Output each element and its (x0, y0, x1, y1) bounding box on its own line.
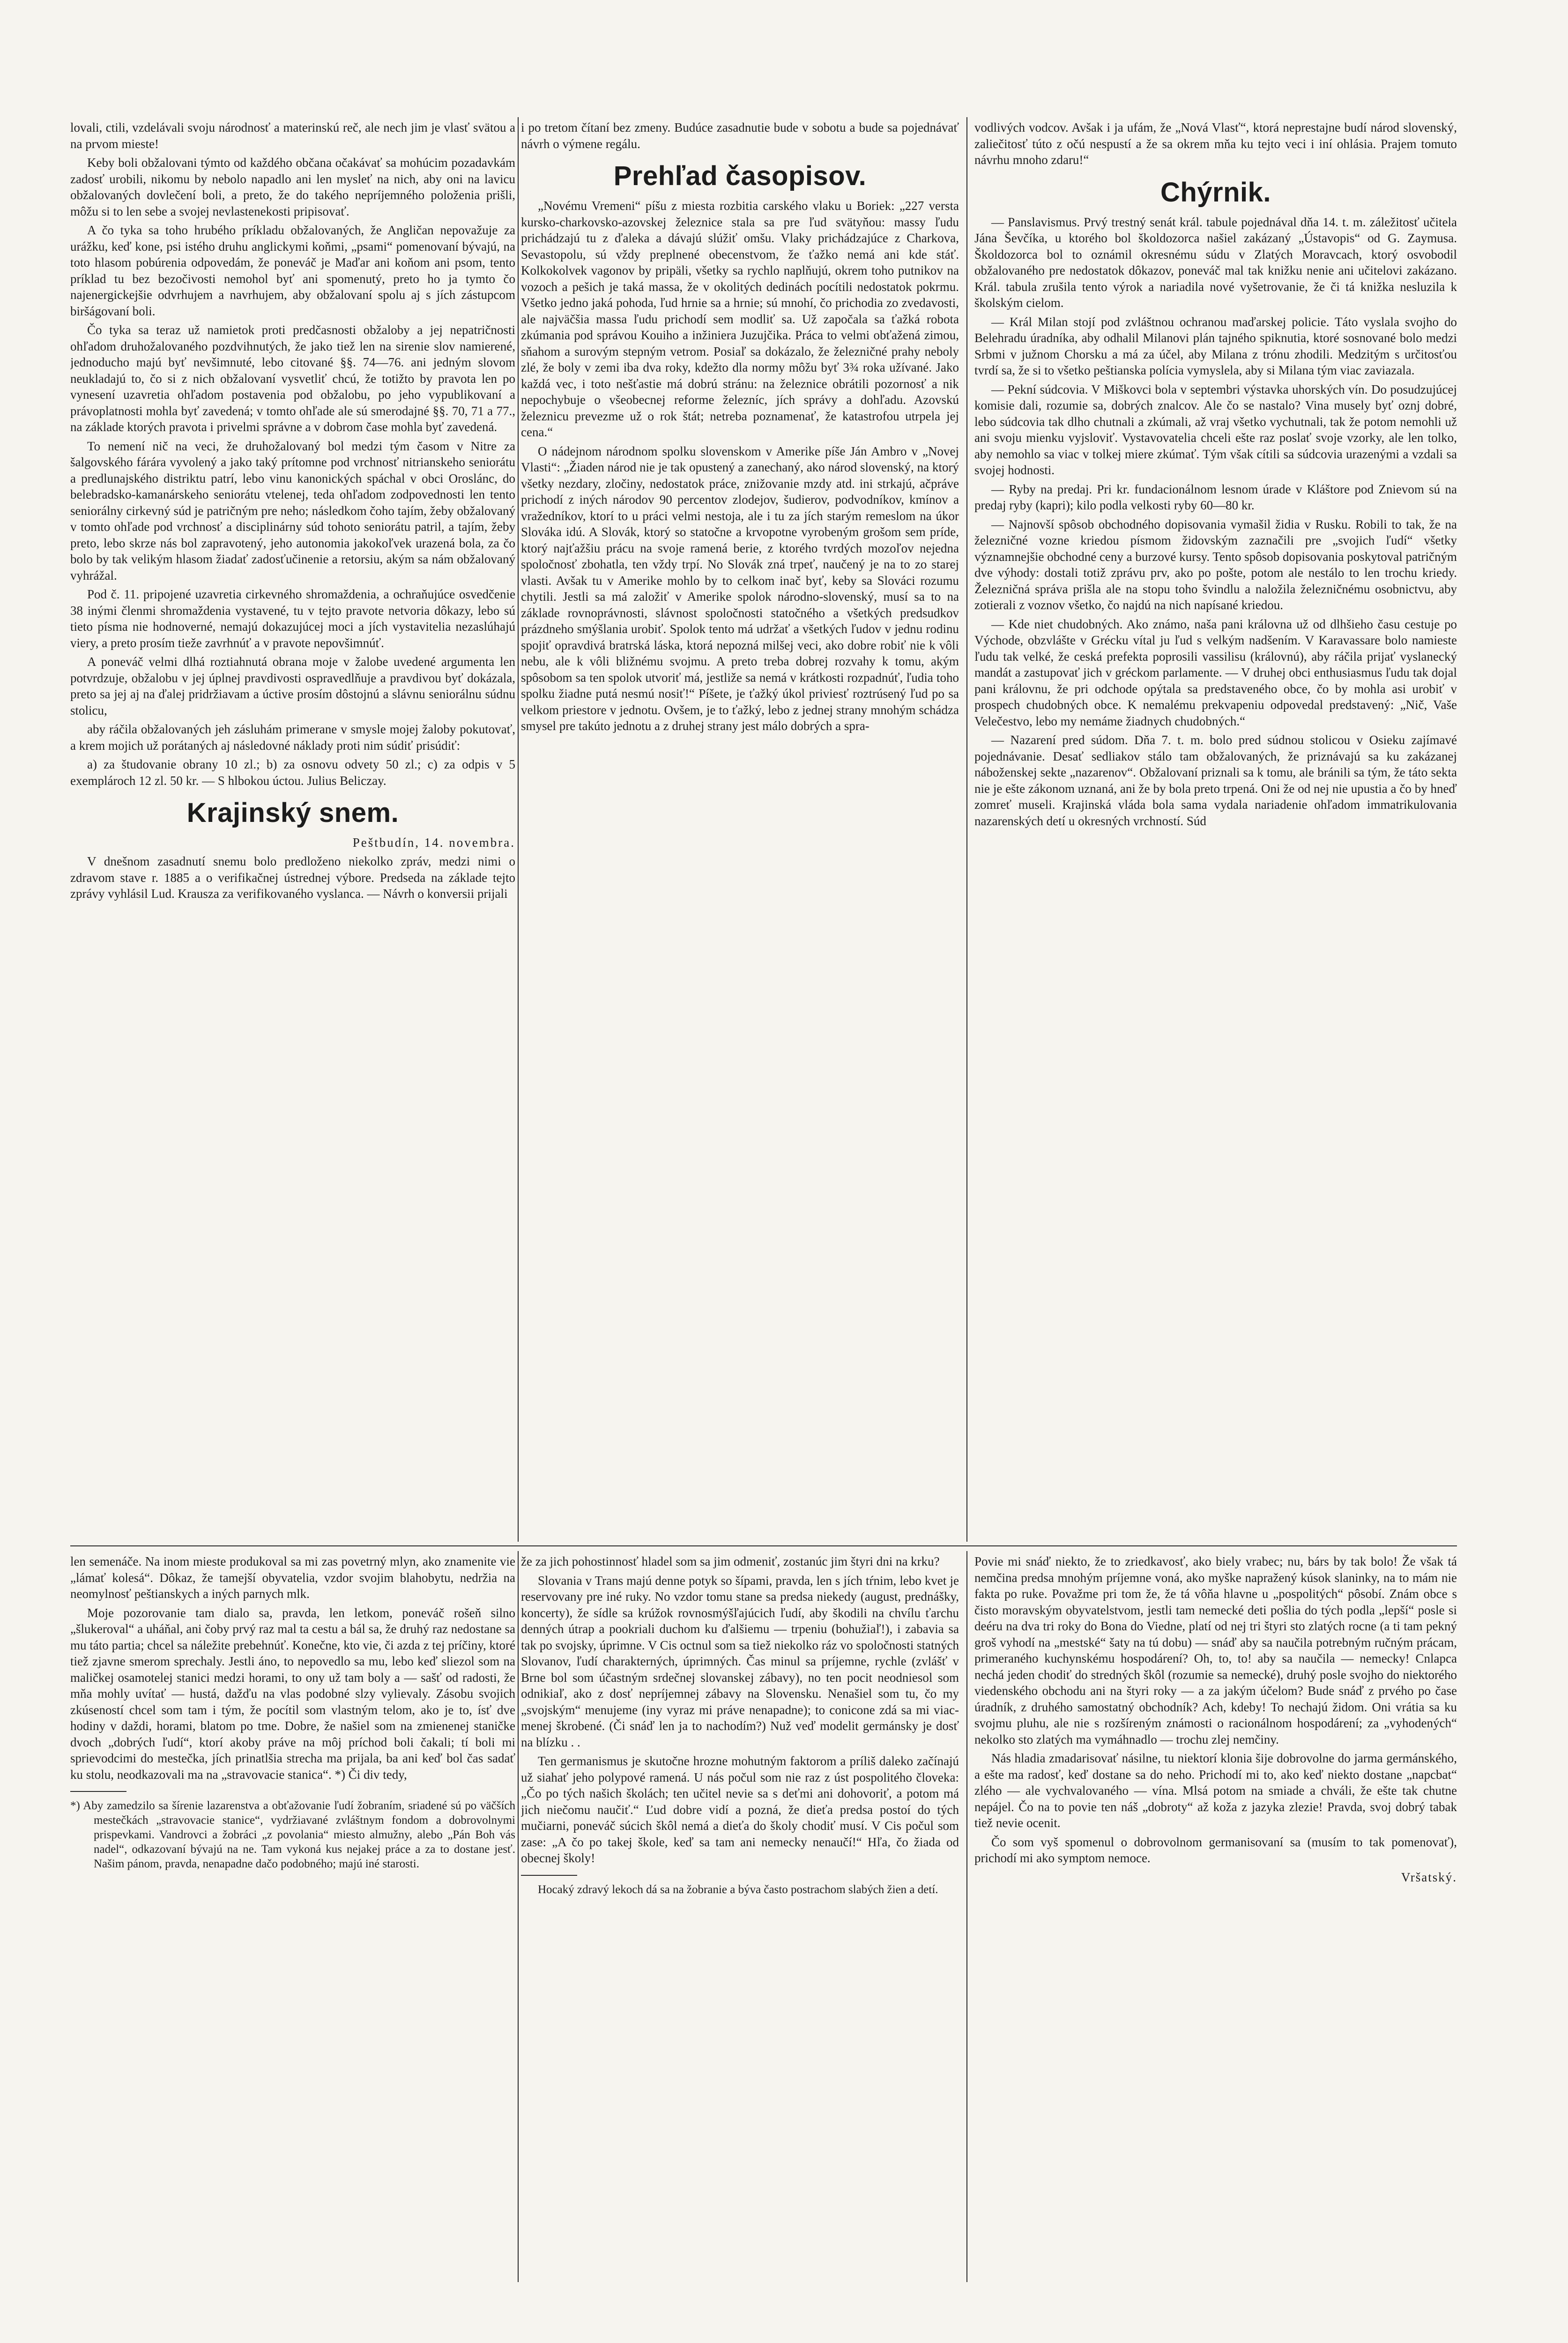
paragraph: Slovania v Trans majú denne potyk so šípami, pravda, len s jích tŕnim, lebo kvet je reservovany pre iné ruky. No vzdor tomu stane sa predsa niekedy (august, prednášky, koncerty), že sídle sa krúžok rovnosmýšľajúcich ľudí, aby škodili na chvílu ťarchu denných útrap a pookriali duchom ku ďalšiemu — trpeniu (bohužiaľ!), i zabavia sa tak po svojsky, úprimne. V Cis octnul som sa tiež niekolko ráz vo spoločnosti statných Slovanov, ľudí charakterných, úprimných. Čas minul sa príjemne, rychle (zvlášť v Brne bol som účastným srdečnej slovanskej zábavy), no ten pocit neodniesol som odnikiaľ, ako z dosť nepríjemnej zábavy na Slovensku. Nenašiel som tu, čo my „svojským“ menujeme (iny vyraz mi práve nenapadne); to conicone zdá sa mi viac-menej škrobené. (Či snáď len ja to nachodím?) Nuž veď modelit germánsky je dosť na blízku . . (521, 1573, 959, 1749)
section-heading-krajinsky-snem: Krajinský snem. (186, 798, 399, 828)
news-item: — Král Milan stojí pod zvláštnou ochranou maďarskej policie. Táto vyslala svojho do Belehradu úradníka, aby odhalil Milanovi plán tajného spiknutia, ktoré sosnované bolo medzi Srbmi v južnom Chorsku a má za účel, aby Milana z trónu zhodili. Medzitým s určitosťou tvrdí sa, že si to všetko peštianska polícia vymyslela, aby si Milana tým viac zaviazala. (974, 314, 1457, 377)
news-item: — Panslavismus. Prvý trestný senát král. tabule pojednával dňa 14. t. m. záležitosť učitela Jána Ševčíka, u ktorého bol školdozorca našiel zakázaný „Ústavopis“ od G. Zaymusa. Školdozorca bol to oznámil okresnému súdu v Zlatých Moravcach, ktorý osvobodil obžalovaného pre nedostatok dôkazov, poneváč mal tak knižku nenie ani učitelovi zakázano. Král. tabula zrušila tento výrok a nariadila nové vyšetrovanie, že či tá knižka nesluzila k školským cielom. (974, 215, 1457, 310)
section-heading-prehlad-casopisov: Prehľad časopisov. (613, 161, 867, 191)
paragraph: a) za študovanie obrany 10 zl.; b) za osnovu odvety 50 zl.; c) za odpis v 5 exemplároch 12 zl. 50 kr. — S hlbokou úctou. Julius Beliczay. (70, 757, 515, 788)
column-right-bottom (974, 1553, 1457, 1886)
column-left-bottom (70, 1553, 515, 1871)
column-middle-top (521, 119, 959, 737)
paragraph: Ten germanismus je skutočne hrozne mohutným faktorom a príliš daleko začínajú už siahať jeho polypové ramená. U nás počul som nie raz z úst pospolitého človeka: „Čo po tých našich školách; ten učitel nevie sa s deťmi ani dohovoriť, a potom má jich niečomu naučiť.“ Ľud dobre vidí a pozná, že dieťa predsa postoí do tých mučiarni, poneváč súcich škôl nemá a dieťa do školy chodiť musí. V Cis počul som zase: „A čo po takej škole, keď sa tam ani nemecky nenaučí!“ Hľa, čo žiada od obecnej školy! (521, 1754, 959, 1865)
paragraph: V dnešnom zasadnutí snemu bolo predloženo niekolko zpráv, medzi nimi o zdravom stave r. 1885 a o verifikačnej ústrednej výbore. Predseda na základe tejto zprávy vyhlásil Lud. Krausza za verifikovaného vyslanca. — Návrh o konversii prijali (70, 854, 515, 901)
footnote-rule (521, 1875, 577, 1876)
paragraph: Moje pozorovanie tam dialo sa, pravda, len letkom, poneváč rošeň silno „šlukeroval“ a uháňal, ani čoby prvý raz mal ta cestu a bál sa, že druhý raz nedostane sa mu táto partia; chcel sa náležite prebehnúť. Konečne, kto vie, či azda z tej príčiny, ktoré tiež zjavne smerom sprechaly. Jestli áno, to nepovedlo sa mu, lebo keď sliezol som na maličkej osamotelej stanici medzi horami, to ony už tam boly a — sašť od radosti, že mňa mohly uvítať — hustá, dažďu na vlas podobné slzy vylievaly. Zásobu svojich zkúseností chcel som tam i tým, že pocítil som vlastným telom, ako je to, ísť dve hodiny v daždi, horami, blatom po tme. Dobre, že našiel som na zmienenej staničke dvoch „dobrých ľudí“, ktorí akoby práve na môj príchod boli čakali; tí boli mi sprievodcimi do mestečka, jích prinatlšia strecha ma prijala, ba ani keď bol čas sadať ku stolu, neodkazovali ma na „stravovacie stanica“. *) Či div tedy, (70, 1605, 515, 1782)
footnote: Hocaký zdravý lekoch dá sa na žobranie a býva často postrachom slabých žien a detí. (538, 1883, 938, 1896)
column-left-top (70, 119, 515, 905)
column-middle-bottom (521, 1553, 959, 1897)
paragraph: Keby boli obžalovani týmto od každého občana očakávať sa mohúcim pozadavkám zadosť urobili, nikomu by nebolo napadlo ani len mysleť na nich, aby oni na lavicu obžalovaných dovlečení boli, a preto, že do takého nepríjemného položenia prišli, môžu si to len sebe a svojej nevlastenekosti pripisovať. (70, 156, 515, 218)
news-item: — Kde niet chudobných. Ako známo, naša pani královna už od dlhšieho času cestuje po Východe, obzvlášte v Grécku vítal ju ľud s velkým nadšením. V Karavassare bolo namieste ľudu tak velké, že ceská prefekta poprosili vassilisu (královnú), aby ráčila prijať vyslanecký mandát a zastupovať jich v gréckom parlamente. — V druhej obci enthusiasmus ľudu tak dojal pani královnu, že pri odchode opýtala sa predstaveného obce, čo by mohla asi urobiť v prospech chudobných obce. K nemalému prekvapeniu odpovedal predstavený: „Nič, Vaše Velečestvo, lebo my nemáme žiadnych chudobných.“ (974, 617, 1457, 728)
author-signature: Vršatský. (1401, 1870, 1457, 1884)
section-heading-chyrnik: Chýrnik. (1160, 177, 1271, 208)
paragraph: Čo tyka sa teraz už namietok proti predčasnosti obžaloby a jej nepatričnosti ohľadom druhožalovaného pozdvihnutých, že jako tiež len na sirenie slov namierené, jednoducho majú byť nevšimnuté, lebo citované §§. 74—76. ani jedným slovom neukladajú to, čo si z nich obžalovaní vysvetliť chcú, že totižto by pravota len po vynesení uzavretia ohľadom postavenia pod obžalobu, po jeho vypublikovaní a právoplatnosti mohla byť zavedená; v tomto ohľade ale sú smerodajné §§. 70, 71 a 77., na základe ktorých pravota i privelmi správne a v dobrom čase mohla byť zavedená. (70, 323, 515, 434)
paragraph: „Novému Vremeni“ píšu z miesta rozbitia carského vlaku u Boriek: „227 versta kursko-charkovsko-azovskej železnice stala sa pre ľud svätyňou: massy ľudu prichádzajú tu z ďaleka a dávajú slúžiť omšu. Vlaky prichádzajúce z Charkova, Sevastopolu, sú vždy preplnené obecenstvom, že ťažko nemá ani kde stáť. Kolkokolvek vagonov by pripäli, všetky sa rychlo naplňujú, okrem toho putnikov na vozoch a pešich je taká massa, že v okolitých dedinách pocítili nedostatok pokrmu. Všetko jedno jaká pohoda, ľud hrnie sa a hrnie; sú mnohí, čo prichodia zo zvedavosti, ale najväčšia massa ľudu prichodí sem modliť sa. Už započala sa ťažká robota zkúmania pod správou Kouiho a inžiniera Juzujčika. Práca to velmi obťažená zimou, sňahom a surovým stepným vetrom. Posiaľ sa dokázalo, že železničné prahy neboly zlé, že boly v zemi iba dva roky, kdežto dla normy môžu byť 3¾ roka užívané. Jako každá vec, i toto nešťastie má dobrú stránu: na železnice obrátili pozornosť a nik nepochybuje o všeobecnej reforme železníc, jích správy a dohľadu. Azovskú železnicu prevezme už o rok štát; netreba poznamenať, že katastrofou utrpela jej cena.“ (521, 199, 959, 439)
footnote-rule (70, 1791, 126, 1792)
paragraph: To nemení nič na veci, že druhožalovaný bol medzi tým časom v Nitre za šalgovského fárára vyvolený a jako taký prítomne pod vrchnosť nitrianskeho seniorátu a predlunajského distriktu patrí, lebo vinu kanonických spáchal v obci Oroslánc, do belebradsko-kamanárskeho seniorátu vtelenej, teda ohľadom zodpovednosti len tento seniorálny cirkevný súd je patričným pre neho; následkom čoho tajím, žeby obžalovaný v tomto ohľade pod vrchnosť a disciplinárny súd tohoto seniorátu patril, a tajím, žeby preto, lebo skrze nás bol zapravotený, jeho autonomia jakokoľvek urazená bola, za čo bolo by tak velikým hlasom žiadať zadosťučinenie a retorsiu, akým sa nám obžalovaný vyhrážal. (70, 439, 515, 582)
paragraph: lovali, ctili, vzdelávali svoju národnosť a materinskú reč, ale nech jim je vlasť svätou a na prvom mieste! (70, 120, 515, 151)
feuilleton-divider (70, 1545, 1457, 1546)
paragraph: aby ráčila obžalovaných jeh zásluhám primerane v smysle mojej žaloby pokutovať, a krem mojich už porátaných aj následovné náklady proti nim súdiť prisúdiť: (70, 722, 515, 753)
paragraph: A poneváč velmi dlhá roztiahnutá obrana moje v žalobe uvedené argumenta len potvrdzuje, obžalobu v jej úplnej pravdivosti ospravedlňuje a pravdivou byť dokázala, preto sa jej aj na ďalej pridržiavam a úctive prosím dôstojnú a slávnu seniorálnu súdnu stolicu, (70, 655, 515, 717)
paragraph: i po tretom čítaní bez zmeny. Budúce zasadnutie bude v sobotu a bude sa pojednávať návrh o výmene regálu. (521, 120, 959, 151)
paragraph: len semenáče. Na inom mieste produkoval sa mi zas povetrný mlyn, ako znamenite vie „lámať kolesá“. Dôkaz, že tamejší obyvatelia, vzdor svojim blahobytu, nedržia na neomylnosť peštianskych a iných parnych mlk. (70, 1554, 515, 1601)
column-divider (966, 1551, 967, 2282)
paragraph: Pod č. 11. pripojené uzavretia cirkevného shromaždenia, a ochraňujúce osvedčenie 38 inými členmi shromaždenia vystavené, tu v tejto pravote netvoria dôkazy, lebo sú tieto písma nie hodnoverné, nemajú dokazujúcej moci a jích vystavitelia nezaslúhajú viery, a preto prosím tieže zavrhnúť a v pravote nepovšimnúť. (70, 587, 515, 650)
column-divider (518, 1551, 519, 2282)
dateline: Peštbudín, 14. novembra. (352, 836, 515, 850)
news-item: — Ryby na predaj. Pri kr. fundacionálnom lesnom úrade v Kláštore pod Znievom sú na predaj ryby (kapri); kilo podla velkosti ryby 60—80 kr. (974, 482, 1457, 512)
column-divider (518, 117, 519, 1542)
news-item: — Najnovší spôsob obchodného dopisovania vymašil židia v Rusku. Robili to tak, že na železničné vozne kriedou písmom židovským zaznačili pre „svojich ľudí“ všetky významnejšie obchodné ceny a burzové kursy. Tento spôsob dopisovania poskytoval patričným dve výhody: dostali totiž zprávu prv, ako po pošte, potom ale nestálo to len trochu kriedy. Železničná správa prišla ale na stopu toho švindlu a naložila železničnému osobnictvu, aby zotierali z voznov všetko, čo najdú na nich napísané kriedou. (974, 517, 1457, 612)
paragraph: A čo tyka sa toho hrubého príkladu obžalovaných, že Angličan nepovažuje za urážku, keď kone, psi istého druhu anglickymi koňmi, „psami“ pomenovaní bývajú, na toto hlasom pobúrenia odpovedám, že poneváč je Maďar ani koňom ani psom, tento príklad tu bez bezočivosti nemohol byť ani spomenutý, preto ho ja tymto čo najenergickejšie odvrhujem a navrhujem, aby obžalovaní spolu aj s jích zástupcom biršágovaní boli. (70, 223, 515, 318)
paragraph: Povie mi snáď niekto, že to zriedkavosť, ako biely vrabec; nu, bárs by tak bolo! Že však tá nemčina predsa mnohým príjemne voná, ako myške napražený kúsok slaninky, na to mám nie fakta po ruke. Považme pri tom že, že tá vôňa hlavne u „pospolitých“ pôsobí. Znám obce s čisto moravským obyvatelstvom, jestli tam nemecké deti pošlia do tých podla „lepší“ posle si deéru na dva tri roky do Bona do Viedne, platí od nej tri štyri sto zlatých rocne (a ti tam pekný groš vyhodí na „mestské“ šaty na tú dobu) — snáď aby sa naučila potrebným ručným prácam, primeraného kuchynskému hospodárení? Oh, to, to! aby sa naučila — nemecky! Cnlapca nechá jeden chodiť do stredných škôl (rozumie sa nemecké), druhý posle svojho do niektorého viedenského obchodu ani na štyri roky — a za jakým účelom? Bude snáď z prvého po čase úradník, z druhého samostatný obchodník? Ach, kdeby! To nechajú židom. Oni vrátia sa ku svojmu pluhu, ale nie s rozšíreným známosti o racionálnom hospodárení; za „vyhodených“ nekolko sto zlatých ma vymáhnadlo — trochu zlej nemčiny. (974, 1554, 1457, 1746)
paragraph: vodlivých vodcov. Avšak i ja ufám, že „Nová Vlasť“, ktorá neprestajne budí národ slovenský, zaliečitosť túto z očú nespustí a že sa okrem mňa ku tejto veci i iní ohlásia. Prajem tomuto návrhu mnoho zdaru!“ (974, 120, 1457, 167)
paragraph: Čo som vyš spomenul o dobrovolnom germanisovaní sa (musím to tak pomenovať), prichodí mi ako symptom nemoce. (974, 1835, 1457, 1865)
paragraph: že za jich pohostinnosť hladel som sa jim odmeniť, zostanúc jim štyri dni na krku? (521, 1554, 940, 1568)
paragraph: Nás hladia zmadarisovať násilne, tu niektorí klonia šije dobrovolne do jarma germánského, a ešte ma radosť, keď dostane sa do neho. Prichodí mi to, ako keď niekto dostane „napcbat“ zlého — ale vychvalovaného — vína. Mlsá potom na smiade a chváli, že ešte tak chutne nepájel. Čo na to povie ten náš „dobroty“ až koža z jazyka zlezie! Pravda, svoj dobrý tabak tiež nevie ocenit. (974, 1751, 1457, 1830)
news-item: — Pekní súdcovia. V Miškovci bola v septembri výstavka uhorských vín. Do posudzujúcej komisie dali, rozumie sa, dobrých znalcov. Ale čo se nastalo? Vina musely byť oznj dobré, lebo súdcovia tak dlho chutnali a zkúmali, až vraj všetko vychutnali, tak že potom nemohli už ani svoju mienku vyjsloviť. Vystavovatelia chceli ešte raz poslať svoje vzorky, ale len tolko, aby nemohlo sa viac v tolkej miere zkúmať. Tým však cítili sa súdcovia urazenými a vzdali sa svojej hodnosti. (974, 382, 1457, 477)
news-item: — Nazarení pred súdom. Dňa 7. t. m. bolo pred súdnou stolicou v Osieku zajímavé pojednávanie. Desať sedliakov stálo tam obžalovaných, že priznávajú sa ku zakázanej náboženskej sekte „nazarenov“. Obžalovaní priznali sa k tomu, ale bránili sa tým, že táto sekta nie je ešte zákonom uznaná, ani že by bola preto trpená. Oni že od nej nie upustia a čo by hneď zomreť museli. Krajinská vláda bola sama vydala nariadenie ohľadom immatrikulovania nazarenských detí u okresných vrchností. Súd (974, 733, 1457, 828)
footnote: *) Aby zamedzilo sa šírenie lazarenstva a obťažovanie ľudí žobraním, sriadené sú po väčších mestečkách „stravovacie stanice“, vydržiavané zvláštnym fondom a dobrovolnymi prispevkami. Vandrovci a žobráci „z povolania“ miesto almužny, alebo „Pán Boh vás nadel“, odkazovaní bývajú na ne. Tam vykoná kus nejakej práce a za to dostane jesť. Našim pánom, pravda, nenapadne dačo podobného; majú iné starosti. (70, 1799, 515, 1870)
paragraph: O nádejnom národnom spolku slovenskom v Amerike píše Ján Ambro v „Novej Vlasti“: „Žiaden národ nie je tak opustený a zanechaný, ako národ slovenský, na ktorý všetky nezdary, zločiny, nedostatok práce, znižovanie mzdy atd. ini strkajú, ačpráve prichodí z iných národov 90 percentov zlodejov, šudierov, podvodníkov, kmínov a vražedníkov, ktorí to u práci velmi nestoja, ale i tu za jích starým remeslom na úkor Slováka idú. A Slovák, ktorý so statočne a krvopotne vyrobeným grošom sem príde, ktorý najťažšiu prácu na svoje ramená berie, z ktorého tvrdých mozoľov nejedna spoločnosť zbohatla, ten vždy trpí. No Slovák zná trpeť, naučený je na to zo starej vlasti. Avšak tu v Amerike mohlo by to celkom inač byť, keby sa Slováci rozumu chytili. Jestli sa má založiť v Amerike spolok národno-slovenský, musí sa to na základe rovnoprávnosti, slávnost spoločnosti statočného a všetkých predsudkov prázdneho smýšlania urobiť. Spolok tento má udržať a všetkých ľudov v jednu rodinu spojiť opravdivá bratrská láska, ktorá nepozná milšej veci, ako dobre robiť nie k vôli nebu, ale k vôli bližnému svojmu. A preto treba dobrej rozvahy k tomu, akým spôsobom sa ten spolok utvoriť má, jestliže sa nemá v krátkosti rozpadnúť, ľudia toho spolku žiadne putá nesmú nosiť!“ Píšete, je ťažký úkol priviesť roztrúsený ľud po sa velkom priestore v jednotu. Ovšem, je to ťažký, lebo z jednej strany mnohým schádza smysel pre takúto jednotu a z druhej strany jest málo dobrých a spra- (521, 444, 959, 733)
column-right-top (974, 119, 1457, 832)
column-divider (966, 117, 967, 1542)
